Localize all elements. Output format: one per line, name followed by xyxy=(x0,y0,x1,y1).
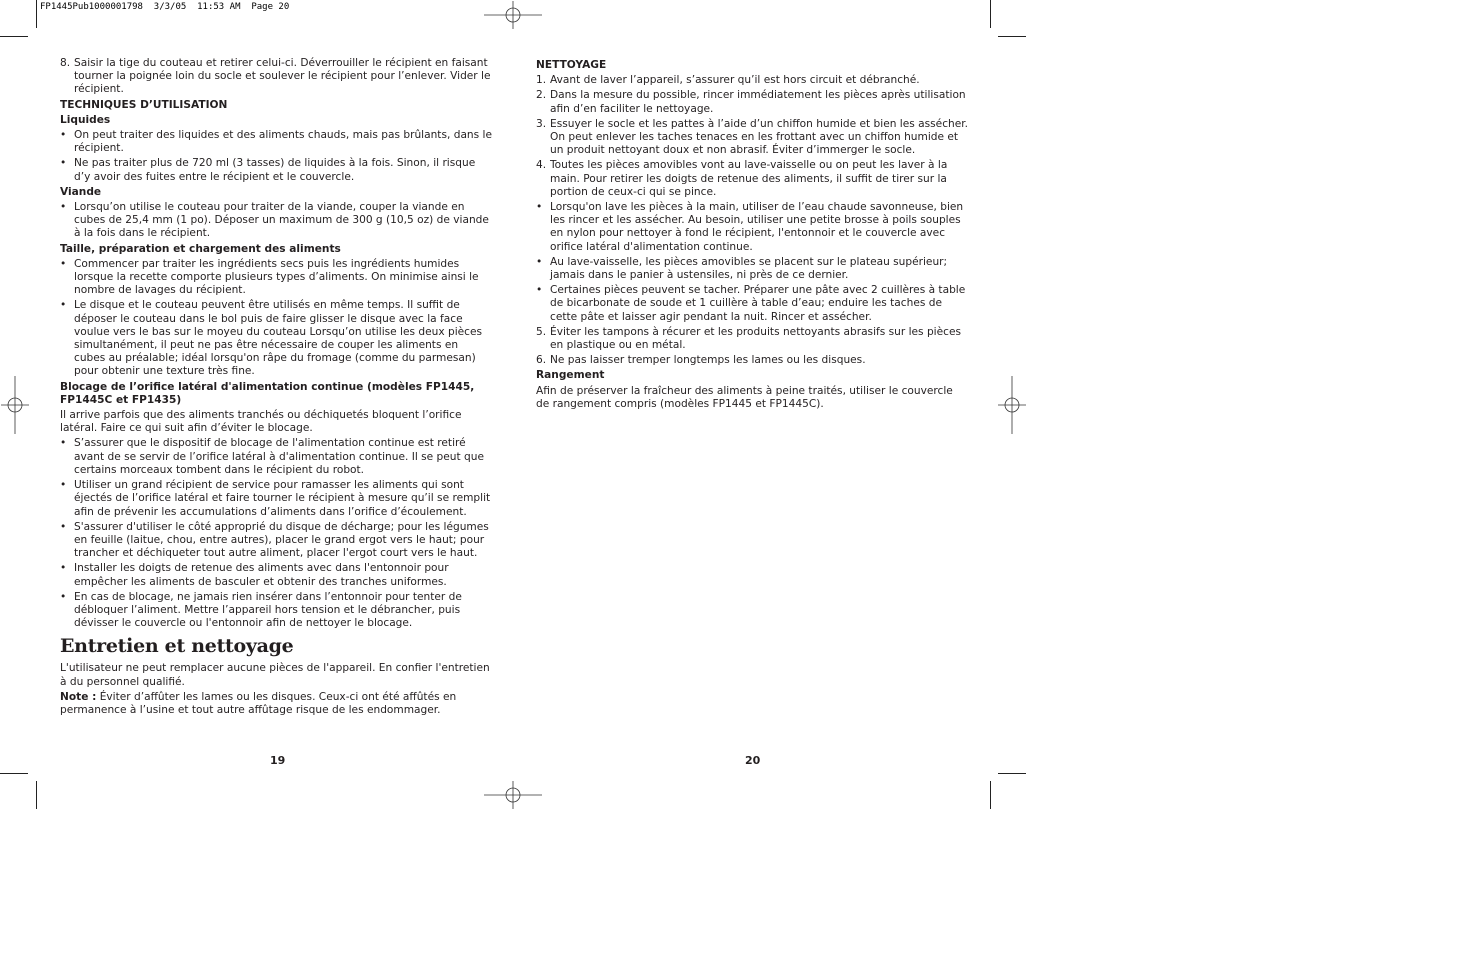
list-item xyxy=(60,479,492,519)
entretien-section-title: Entretien et nettoyage xyxy=(60,635,294,658)
step-text: Dans la mesure du possible, rincer immédiatement les pièces après utilisation afin d’en faciliter le nettoyage. xyxy=(550,89,966,115)
blocage-list xyxy=(60,437,492,630)
liquides-heading: Liquides xyxy=(60,113,111,126)
viande-list xyxy=(60,201,492,241)
list-item xyxy=(60,258,492,298)
registration-mark-bottom-icon xyxy=(484,781,542,809)
crop-mark-tr-h xyxy=(998,36,1026,37)
taille-heading: Taille, préparation et chargement des aliments xyxy=(60,242,341,255)
list-item xyxy=(60,299,492,378)
bullet-text: Au lave-vaisselle, les pièces amovibles se placent sur le plateau supérieur; jamais dans le panier à ustensiles, ni près de ce dernier. xyxy=(550,255,948,282)
list-item xyxy=(60,562,492,588)
crop-mark-bl-v xyxy=(36,781,37,809)
step-list-continued xyxy=(60,57,492,97)
bullet-text: Lorsqu'on lave les pièces à la main, utiliser de l’eau chaude savonneuse, bien les rincer et les assécher. Au besoin, utiliser une petite brosse à poils souples en nylon pour nettoyer à fond le récipient, l'entonnoir et le couvercle avec orifice latéral d'alimentation continue. xyxy=(550,201,964,253)
registration-mark-top-icon xyxy=(484,1,542,29)
bullet-text: Ne pas traiter plus de 720 ml (3 tasses) de liquides à la fois. Sinon, il risque d’y avoir des fuites entre le récipient et le couvercle. xyxy=(74,157,476,183)
bullet-icon: • xyxy=(60,437,67,450)
list-item xyxy=(536,256,968,282)
list-item xyxy=(536,118,968,158)
techniques-heading: TECHNIQUES D’UTILISATION xyxy=(60,98,228,111)
bullet-text: Le disque et le couteau peuvent être utilisés en même temps. Il suffit de déposer le couteau dans le bol puis de faire glisser le disque avec la face voulue vers le bas sur le moyeu du couteau Lorsqu’on utilise les deux pièces simultanément, il peut ne pas être nécessaire de couper les aliments en cubes au préalable; idéal lorsqu'on râpe du fromage (comme du parmesan) pour obtenir une texture très fine. xyxy=(74,299,483,378)
bullet-icon: • xyxy=(60,157,67,170)
crop-mark-tr-v xyxy=(990,0,991,28)
bullet-icon: • xyxy=(60,201,67,214)
list-item xyxy=(536,326,968,352)
bullet-text: Commencer par traiter les ingrédients secs puis les ingrédients humides lorsque la recette comporte plusieurs types d’aliments. On minimise ainsi le nombre de lavages du récipient. xyxy=(74,257,479,297)
bullet-icon: • xyxy=(536,201,543,214)
rangement-text: Afin de préserver la fraîcheur des aliments à peine traités, utiliser le couvercle de rangement compris (modèles FP1445 et FP1445C). xyxy=(536,384,953,410)
list-item xyxy=(60,437,492,477)
step-number: 2. xyxy=(536,89,547,102)
step-number: 4. xyxy=(536,159,547,172)
list-item xyxy=(536,201,968,254)
bullet-text: Utiliser un grand récipient de service pour ramasser les aliments qui sont éjectés de l’orifice latéral et faire tourner le récipient à mesure qu’il se remplit afin de prévenir les accumulations d’aliments dans l’orifice d’écoulement. xyxy=(74,479,491,518)
page-20-column xyxy=(536,57,968,413)
step-text: Saisir la tige du couteau et retirer celui-ci. Déverrouiller le récipient en faisant tourner la poignée loin du socle et soulever le récipient pour l’enlever. Vider le récipient. xyxy=(74,57,491,96)
viande-heading: Viande xyxy=(60,185,102,198)
list-item xyxy=(60,129,492,155)
registration-mark-right-icon xyxy=(998,376,1026,434)
bullet-icon: • xyxy=(60,129,67,142)
step-number: 3. xyxy=(536,117,547,130)
registration-mark-left-icon xyxy=(1,376,29,434)
bullet-text: S’assurer que le dispositif de blocage de l'alimentation continue est retiré avant de se servir de l’orifice latéral à d'alimentation continue. Il se peut que certains morceaux tombent dans le récipient du robot. xyxy=(74,437,484,476)
bullet-text: Installer les doigts de retenue des aliments avec dans l'entonnoir pour empêcher les aliments de basculer et obtenir des tranches uniformes. xyxy=(74,562,449,588)
bullet-icon: • xyxy=(60,562,67,575)
bullet-icon: • xyxy=(60,479,67,492)
crop-mark-tl-v xyxy=(36,0,37,28)
nettoyage-heading: NETTOYAGE xyxy=(536,59,607,71)
list-item xyxy=(536,74,968,87)
bullet-text: S'assurer d'utiliser le côté approprié du disque de décharge; pour les légumes en feuille (laitue, chou, entre autres), placer le grand ergot vers le haut; pour trancher et déchiqueter tout autre aliment, placer l'ergot court vers le haut. xyxy=(74,520,489,560)
bullet-icon: • xyxy=(60,590,67,603)
rangement-heading: Rangement xyxy=(536,369,605,382)
crop-mark-br-v xyxy=(990,781,991,809)
page-19-column xyxy=(60,57,492,719)
liquides-list xyxy=(60,129,492,184)
step-number: 5. xyxy=(536,325,547,338)
note-label: Note : xyxy=(60,690,97,703)
list-item xyxy=(536,89,968,115)
entretien-note xyxy=(60,691,492,717)
nettoyage-steps xyxy=(536,74,968,199)
bullet-icon: • xyxy=(60,520,67,533)
crop-mark-tl-h xyxy=(0,36,28,37)
note-text: Éviter d’affûter les lames ou les disques. Ceux-ci ont été affûtés en permanence à l’usine et tout autre affûtage risque de les endommager. xyxy=(60,690,457,716)
step-text: Essuyer le socle et les pattes à l’aide d’un chiffon humide et bien les assécher. On peut enlever les taches tenaces en les frottant avec un chiffon humide et un produit nettoyant doux et non abrasif. Éviter d’immerger le socle. xyxy=(550,117,969,157)
blocage-heading: Blocage de l’orifice latéral d'alimentation continue (modèles FP1445, FP1445C et FP1435) xyxy=(60,380,475,406)
list-item xyxy=(60,201,492,241)
taille-list xyxy=(60,258,492,379)
crop-mark-br-h xyxy=(998,773,1026,774)
step-number: 1. xyxy=(536,74,547,87)
list-item xyxy=(60,157,492,183)
step-text: Éviter les tampons à récurer et les produits nettoyants abrasifs sur les pièces en plastique ou en métal. xyxy=(550,325,961,352)
step-number: 8. xyxy=(60,57,71,69)
crop-mark-bl-h xyxy=(0,773,28,774)
step-number: 6. xyxy=(536,354,547,367)
print-slug: FP1445Pub1000001798 3/3/05 11:53 AM Page 20 xyxy=(40,2,290,12)
bullet-icon: • xyxy=(60,299,67,312)
entretien-paragraph: L'utilisateur ne peut remplacer aucune pièces de l'appareil. En confier l'entretien à du personnel qualifié. xyxy=(60,662,490,688)
page-number-left: 19 xyxy=(270,754,286,767)
list-item xyxy=(60,57,492,97)
bullet-icon: • xyxy=(60,257,67,270)
step-text: Toutes les pièces amovibles vont au lave-vaisselle ou on peut les laver à la main. Pour retirer les doigts de retenue des aliments, il suffit de tirer sur la portion de ceux-ci qui se pince. xyxy=(550,159,948,198)
list-item xyxy=(60,591,492,631)
bullet-icon: • xyxy=(536,284,543,297)
step-text: Avant de laver l’appareil, s’assurer qu’il est hors circuit et débranché. xyxy=(550,74,920,87)
list-item xyxy=(536,159,968,199)
nettoyage-steps-continued xyxy=(536,326,968,368)
step-text: Ne pas laisser tremper longtemps les lames ou les disques. xyxy=(550,354,866,367)
list-item xyxy=(536,354,968,367)
page-number-right: 20 xyxy=(745,754,761,767)
list-item xyxy=(60,521,492,561)
list-item xyxy=(536,284,968,324)
bullet-text: Certaines pièces peuvent se tacher. Préparer une pâte avec 2 cuillères à table de bicarbonate de soude et 1 cuillère à table d’eau; enduire les taches de cette pâte et laisser agir pendant la nuit. Rincer et assécher. xyxy=(550,284,966,323)
bullet-text: Lorsqu’on utilise le couteau pour traiter de la viande, couper la viande en cubes de 25,4 mm (1 po). Déposer un maximum de 300 g (10,5 oz) de viande à la fois dans le récipient. xyxy=(74,201,489,240)
nettoyage-bullets xyxy=(536,201,968,324)
blocage-intro: Il arrive parfois que des aliments tranchés ou déchiquetés bloquent l’orifice latéral. Faire ce qui suit afin d’éviter le blocage. xyxy=(60,409,462,435)
bullet-icon: • xyxy=(536,255,543,268)
bullet-text: En cas de blocage, ne jamais rien insérer dans l’entonnoir pour tenter de débloquer l’aliment. Mettre l’appareil hors tension et le débrancher, puis dévisser le couvercle ou l'entonnoir afin de nettoyer le blocage. xyxy=(74,590,462,630)
bullet-text: On peut traiter des liquides et des aliments chauds, mais pas brûlants, dans le récipient. xyxy=(74,129,492,155)
